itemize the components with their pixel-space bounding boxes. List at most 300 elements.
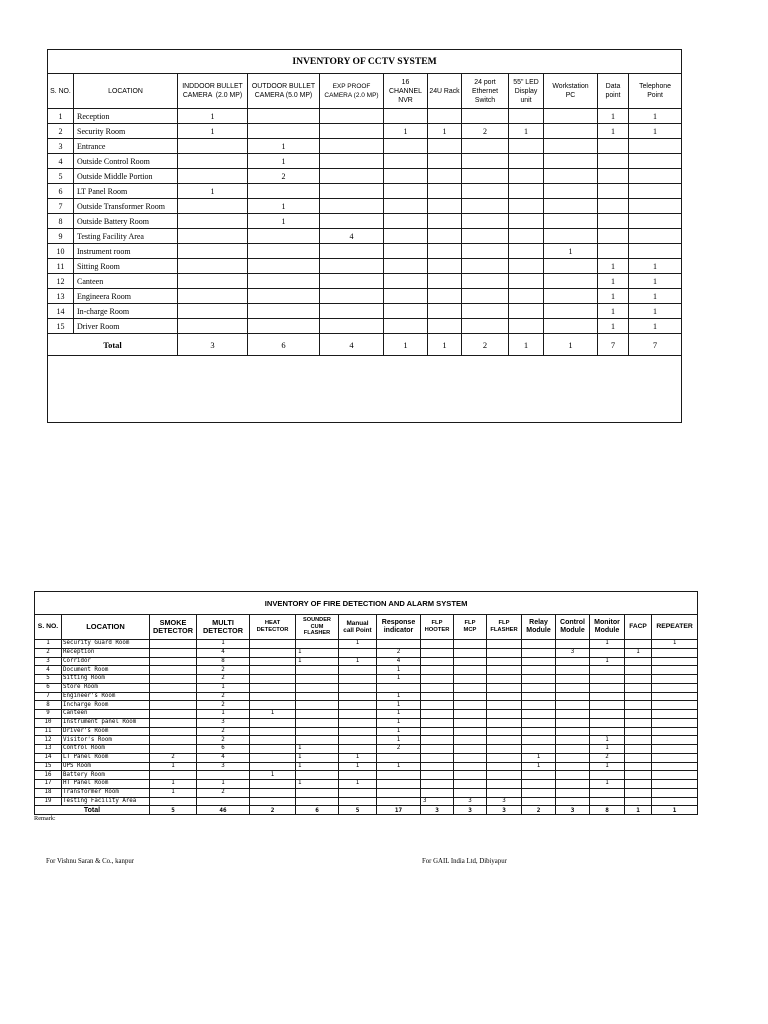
location-cell: Testing Facility Area [62,797,150,806]
quantity-cell [454,640,487,649]
quantity-cell [509,199,544,214]
quantity-cell [320,259,384,274]
total-label: Total [35,806,150,815]
quantity-cell [625,771,652,780]
quantity-cell [556,745,590,754]
quantity-cell: 1 [296,657,339,666]
total-cell: 1 [652,806,698,815]
quantity-cell [250,727,296,736]
quantity-cell [598,139,629,154]
quantity-cell [487,692,522,701]
quantity-cell: 1 [625,648,652,657]
quantity-cell [598,229,629,244]
quantity-cell [384,169,428,184]
table-row [35,701,698,710]
quantity-cell: 1 [522,762,556,771]
table-row [35,797,698,806]
quantity-cell [428,169,462,184]
table-row [48,304,682,319]
quantity-cell: 3 [197,762,250,771]
quantity-cell [652,710,698,719]
quantity-cell [454,762,487,771]
quantity-cell [296,797,339,806]
quantity-cell [462,184,509,199]
header-row [35,615,698,640]
total-cell: 1 [544,334,598,356]
quantity-cell [462,109,509,124]
quantity-cell: 2 [197,675,250,684]
header-row [48,74,682,109]
quantity-cell [296,788,339,797]
table-title: INVENTORY OF CCTV SYSTEM [48,50,682,74]
location-cell: Transformer Room [62,788,150,797]
quantity-cell [625,780,652,789]
total-cell: 46 [197,806,250,815]
quantity-cell [296,675,339,684]
quantity-cell [652,780,698,789]
quantity-cell [421,657,454,666]
quantity-cell [339,675,377,684]
column-header: HEAT DETECTOR [250,615,296,640]
quantity-cell [320,244,384,259]
quantity-cell [150,710,197,719]
quantity-cell [462,259,509,274]
location-cell: Reception [74,109,178,124]
quantity-cell [556,718,590,727]
quantity-cell [598,199,629,214]
quantity-cell [320,154,384,169]
quantity-cell: 1 [652,640,698,649]
column-header: S. NO. [48,74,74,109]
quantity-cell [625,753,652,762]
quantity-cell [150,771,197,780]
quantity-cell [652,753,698,762]
quantity-cell [544,259,598,274]
quantity-cell [544,184,598,199]
quantity-cell [462,289,509,304]
quantity-cell: 2 [197,701,250,710]
quantity-cell: 1 [150,762,197,771]
quantity-cell [629,169,682,184]
location-cell: Outside Control Room [74,154,178,169]
quantity-cell [454,718,487,727]
quantity-cell [150,692,197,701]
location-cell: Reception [62,648,150,657]
quantity-cell [178,319,248,334]
quantity-cell [544,199,598,214]
quantity-cell: 1 [248,214,320,229]
quantity-cell [428,139,462,154]
quantity-cell [590,666,625,675]
quantity-cell [556,753,590,762]
quantity-cell: 6 [197,745,250,754]
quantity-cell: 2 [197,692,250,701]
quantity-cell [629,199,682,214]
location-cell: Canteen [74,274,178,289]
quantity-cell [421,727,454,736]
quantity-cell: 2 [377,745,421,754]
quantity-cell [178,199,248,214]
quantity-cell: 1 [339,640,377,649]
total-row [35,806,698,815]
quantity-cell [178,244,248,259]
location-cell: Driver Room [74,319,178,334]
quantity-cell [250,675,296,684]
quantity-cell [652,771,698,780]
quantity-cell [629,139,682,154]
quantity-cell [454,780,487,789]
quantity-cell [197,797,250,806]
quantity-cell [296,736,339,745]
quantity-cell: 1 [296,762,339,771]
quantity-cell [250,736,296,745]
table-row [48,169,682,184]
quantity-cell [556,771,590,780]
quantity-cell [522,780,556,789]
quantity-cell [522,648,556,657]
quantity-cell [320,124,384,139]
quantity-cell [339,648,377,657]
serial-number: 2 [35,648,62,657]
quantity-cell [462,244,509,259]
quantity-cell [384,259,428,274]
quantity-cell: 3 [421,797,454,806]
quantity-cell [590,788,625,797]
quantity-cell [487,675,522,684]
quantity-cell [421,780,454,789]
quantity-cell [509,289,544,304]
quantity-cell [428,109,462,124]
serial-number: 9 [35,710,62,719]
total-cell: 2 [462,334,509,356]
cctv-inventory-table [47,49,682,423]
quantity-cell [250,745,296,754]
quantity-cell [487,745,522,754]
quantity-cell [522,692,556,701]
quantity-cell: 1 [250,771,296,780]
quantity-cell [629,244,682,259]
column-header: S. NO. [35,615,62,640]
total-cell: 3 [454,806,487,815]
quantity-cell [320,184,384,199]
quantity-cell [487,736,522,745]
quantity-cell [454,692,487,701]
quantity-cell [421,701,454,710]
quantity-cell: 1 [377,727,421,736]
quantity-cell [509,154,544,169]
serial-number: 12 [48,274,74,289]
quantity-cell [509,139,544,154]
table-row [35,736,698,745]
quantity-cell [652,657,698,666]
quantity-cell [428,259,462,274]
quantity-cell [629,214,682,229]
quantity-cell [428,229,462,244]
quantity-cell [377,771,421,780]
table-row [48,229,682,244]
quantity-cell: 1 [250,710,296,719]
quantity-cell [150,797,197,806]
title-row [48,50,682,74]
serial-number: 4 [48,154,74,169]
quantity-cell [629,154,682,169]
serial-number: 5 [48,169,74,184]
quantity-cell: 1 [339,753,377,762]
table-row [35,657,698,666]
quantity-cell [590,710,625,719]
quantity-cell: 3 [197,718,250,727]
quantity-cell [522,675,556,684]
quantity-cell [248,289,320,304]
quantity-cell [339,701,377,710]
total-cell: 3 [421,806,454,815]
quantity-cell: 1 [150,780,197,789]
column-header: Workstation PC [544,74,598,109]
quantity-cell: 2 [197,736,250,745]
quantity-cell: 1 [197,640,250,649]
quantity-cell [509,184,544,199]
quantity-cell [384,229,428,244]
location-cell: Engineer's Room [62,692,150,701]
quantity-cell [428,199,462,214]
quantity-cell [625,788,652,797]
quantity-cell: 1 [598,304,629,319]
quantity-cell [150,675,197,684]
column-header: OUTDOOR BULLET CAMERA (5.0 MP) [248,74,320,109]
total-cell: 1 [384,334,428,356]
quantity-cell: 1 [598,109,629,124]
quantity-cell [178,214,248,229]
quantity-cell [320,304,384,319]
table-row [35,666,698,675]
quantity-cell [522,745,556,754]
quantity-cell [384,274,428,289]
serial-number: 11 [48,259,74,274]
blank-area [48,356,682,423]
quantity-cell: 1 [590,736,625,745]
quantity-cell [150,727,197,736]
quantity-cell [625,710,652,719]
quantity-cell [377,797,421,806]
quantity-cell [296,727,339,736]
quantity-cell: 1 [197,710,250,719]
location-cell: Outside Transformer Room [74,199,178,214]
serial-number: 1 [48,109,74,124]
quantity-cell: 1 [296,648,339,657]
quantity-cell [522,718,556,727]
quantity-cell [509,259,544,274]
quantity-cell: 1 [428,124,462,139]
total-cell: 6 [296,806,339,815]
quantity-cell [339,683,377,692]
column-header: EXP PROOF CAMERA (2.0 MP) [320,74,384,109]
quantity-cell [428,304,462,319]
quantity-cell: 1 [296,745,339,754]
quantity-cell [590,692,625,701]
location-cell: Incharge Room [62,701,150,710]
quantity-cell [544,319,598,334]
quantity-cell [339,727,377,736]
total-cell: 17 [377,806,421,815]
location-cell: Security Guard Room [62,640,150,649]
column-header: MULTI DETECTOR [197,615,250,640]
location-cell: Driver's Room [62,727,150,736]
quantity-cell [462,139,509,154]
quantity-cell [150,657,197,666]
quantity-cell [384,154,428,169]
quantity-cell [652,692,698,701]
quantity-cell [556,797,590,806]
quantity-cell [384,199,428,214]
table-row [35,710,698,719]
location-cell: Store Room [62,683,150,692]
quantity-cell [625,736,652,745]
table-row [35,640,698,649]
serial-number: 4 [35,666,62,675]
quantity-cell [556,788,590,797]
quantity-cell [556,762,590,771]
quantity-cell [296,692,339,701]
quantity-cell [339,710,377,719]
column-header: LOCATION [74,74,178,109]
table-row [48,184,682,199]
quantity-cell [248,184,320,199]
quantity-cell [462,319,509,334]
quantity-cell [150,683,197,692]
quantity-cell [421,683,454,692]
quantity-cell [487,683,522,692]
quantity-cell [250,666,296,675]
table-row [35,753,698,762]
table-row [48,109,682,124]
location-cell: Security Room [74,124,178,139]
table-row [35,780,698,789]
quantity-cell [462,214,509,229]
column-header: INDDOOR BULLET CAMERA (2.0 MP) [178,74,248,109]
quantity-cell [544,289,598,304]
quantity-cell: 4 [197,648,250,657]
column-header: Manual call Point [339,615,377,640]
quantity-cell [487,701,522,710]
quantity-cell [339,736,377,745]
quantity-cell [522,657,556,666]
quantity-cell [556,701,590,710]
quantity-cell [178,139,248,154]
quantity-cell [421,710,454,719]
quantity-cell [652,648,698,657]
title-row [35,592,698,615]
quantity-cell [487,710,522,719]
table-row [35,771,698,780]
serial-number: 7 [48,199,74,214]
serial-number: 11 [35,727,62,736]
quantity-cell [377,788,421,797]
quantity-cell: 1 [377,762,421,771]
quantity-cell [250,753,296,762]
quantity-cell [248,259,320,274]
quantity-cell [296,701,339,710]
quantity-cell [178,259,248,274]
quantity-cell [652,701,698,710]
location-cell: Outside Battery Room [74,214,178,229]
quantity-cell [320,109,384,124]
table-row [48,124,682,139]
serial-number: 6 [48,184,74,199]
quantity-cell [625,683,652,692]
quantity-cell [598,154,629,169]
quantity-cell: 8 [197,657,250,666]
table-row [35,762,698,771]
quantity-cell [544,214,598,229]
location-cell: Testing Facility Area [74,229,178,244]
table-row [35,683,698,692]
quantity-cell [377,683,421,692]
serial-number: 12 [35,736,62,745]
serial-number: 15 [48,319,74,334]
quantity-cell [150,640,197,649]
quantity-cell [377,640,421,649]
location-cell: LT Panel Room [74,184,178,199]
quantity-cell [652,683,698,692]
quantity-cell: 1 [197,683,250,692]
table-row [35,727,698,736]
quantity-cell: 1 [178,124,248,139]
quantity-cell [320,289,384,304]
quantity-cell: 2 [462,124,509,139]
quantity-cell: 1 [377,701,421,710]
serial-number: 5 [35,675,62,684]
quantity-cell [421,753,454,762]
quantity-cell [320,319,384,334]
quantity-cell [652,762,698,771]
table-row [35,745,698,754]
signature-client: For GAIL India Ltd, Dibiyapur [422,858,507,865]
table-row [48,154,682,169]
quantity-cell [556,640,590,649]
quantity-cell [248,109,320,124]
quantity-cell [462,154,509,169]
quantity-cell [625,675,652,684]
serial-number: 1 [35,640,62,649]
quantity-cell: 1 [629,319,682,334]
quantity-cell [178,154,248,169]
quantity-cell: 1 [590,745,625,754]
quantity-cell [556,710,590,719]
table-row [48,319,682,334]
quantity-cell [556,657,590,666]
quantity-cell [509,109,544,124]
quantity-cell [250,640,296,649]
table-row [48,259,682,274]
quantity-cell [384,214,428,229]
table-row [48,274,682,289]
quantity-cell [487,762,522,771]
quantity-cell: 1 [296,753,339,762]
quantity-cell [320,199,384,214]
quantity-cell: 4 [377,657,421,666]
location-cell: Corridor [62,657,150,666]
serial-number: 13 [48,289,74,304]
quantity-cell [150,736,197,745]
quantity-cell [509,274,544,289]
quantity-cell: 2 [197,727,250,736]
quantity-cell: 4 [320,229,384,244]
quantity-cell [421,762,454,771]
quantity-cell [590,675,625,684]
quantity-cell [590,701,625,710]
quantity-cell [454,710,487,719]
serial-number: 14 [48,304,74,319]
